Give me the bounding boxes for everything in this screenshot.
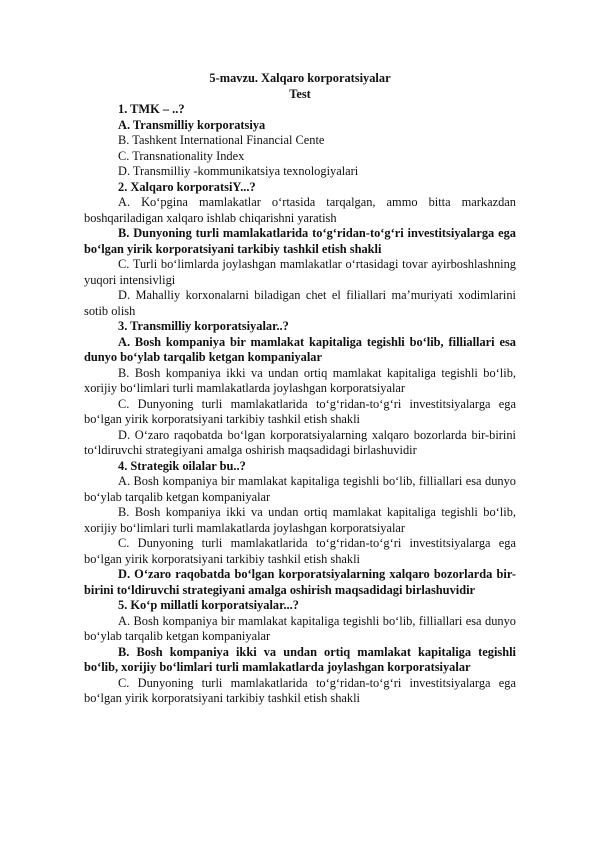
question-1-option-b: B. Tashkent International Financial Cente — [118, 133, 325, 147]
question-5-option-b: B. Bosh kompaniya ikki va undan ortiq mamlakat kapitaliga tegishli bo‘lib, xorijiy bo‘limlari turli mamlakatlarda joylashgan korporatsiyalar — [84, 644, 516, 674]
question-3-option-b: B. Bosh kompaniya ikki va undan ortiq mamlakat kapitaliga tegishli bo‘lib, xorijiy bo‘limlari turli mamlakatlarda joylashgan korporatsiyalar — [84, 365, 516, 395]
question-2-option-c: C. Turli bo‘limlarda joylashgan mamlakatlar o‘rtasidagi tovar ayirboshlashning yuqori intensivligi — [84, 257, 516, 287]
question-2-option-d: D. Mahalliy korxonalarni biladigan chet el filiallari ma’muriyati xodimlarini sotib olish — [84, 288, 516, 318]
question-4-option-a: A. Bosh kompaniya bir mamlakat kapitaliga tegishli bo‘lib, filliallari esa dunyo bo‘ylab tarqalib ketgan kompaniyalar — [84, 474, 516, 504]
question-2-option-b: B. Dunyoning turli mamlakatlarida to‘g‘ridan-to‘g‘ri investitsiyalarga ega bo‘lgan yirik korporatsiyani tarkibiy tashkil etish shakli — [84, 226, 516, 256]
question-4: 4. Strategik oilalar bu..? — [118, 458, 246, 473]
question-3-option-d: D. O‘zaro raqobatda bo‘lgan korporatsiyalarning xalqaro bozorlarda bir-birini to‘ldiruvchi strategiyani amalga oshirish maqsadidagi birlashuvidir — [84, 427, 516, 457]
document-body — [84, 71, 516, 707]
question-1-option-a: A. Transmilliy korporatsiya — [118, 117, 266, 132]
question-1-option-c: C. Transnationality Index — [118, 148, 245, 163]
question-5-option-c: C. Dunyoning turli mamlakatlarida to‘g‘ridan-to‘g‘ri investitsiyalarga ega bo‘lgan yirik korporatsiyani tarkibiy tashkil etish shakli — [84, 675, 516, 705]
question-3-option-c: C. Dunyoning turli mamlakatlarida to‘g‘ridan-to‘g‘ri investitsiyalarga ega bo‘lgan yirik korporatsiyani tarkibiy tashkil etish shakli — [84, 396, 516, 426]
question-1: 1. TMK – ..? — [118, 102, 185, 116]
question-3: 3. Transmilliy korporatsiyalar..? — [118, 319, 289, 333]
question-4-option-d: D. O‘zaro raqobatda bo‘lgan korporatsiyalarning xalqaro bozorlarda bir-birini to‘ldiruvchi strategiyani amalga oshirish maqsadidagi birlashuvidir — [84, 567, 516, 597]
question-5-option-a: A. Bosh kompaniya bir mamlakat kapitaliga tegishli bo‘lib, filliallari esa dunyo bo‘ylab tarqalib ketgan kompaniyalar — [84, 613, 516, 643]
question-4-option-b: B. Bosh kompaniya ikki va undan ortiq mamlakat kapitaliga tegishli bo‘lib, xorijiy bo‘limlari turli mamlakatlarda joylashgan korporatsiyalar — [84, 505, 516, 535]
document-title: 5-mavzu. Xalqaro korporatsiyalar — [209, 71, 391, 85]
question-4-option-c: C. Dunyoning turli mamlakatlarida to‘g‘ridan-to‘g‘ri investitsiyalarga ega bo‘lgan yirik korporatsiyani tarkibiy tashkil etish shakli — [84, 536, 516, 566]
question-5: 5. Ko‘p millatli korporatsiyalar...? — [118, 598, 299, 612]
question-2: 2. Xalqaro korporatsiY...? — [118, 179, 256, 194]
question-3-option-a: A. Bosh kompaniya bir mamlakat kapitaliga tegishli bo‘lib, filliallari esa dunyo bo‘ylab tarqalib ketgan kompaniyalar — [84, 334, 516, 364]
question-2-option-a: A. Ko‘pgina mamlakatlar o‘rtasida tarqalgan, ammo bitta markazdan boshqariladigan xalqaro ishlab chiqarishni yaratish — [84, 195, 516, 225]
question-list — [84, 102, 516, 707]
question-1-option-d: D. Transmilliy -kommunikatsiya texnologiyalari — [118, 164, 359, 178]
document-subtitle: Test — [289, 86, 311, 101]
